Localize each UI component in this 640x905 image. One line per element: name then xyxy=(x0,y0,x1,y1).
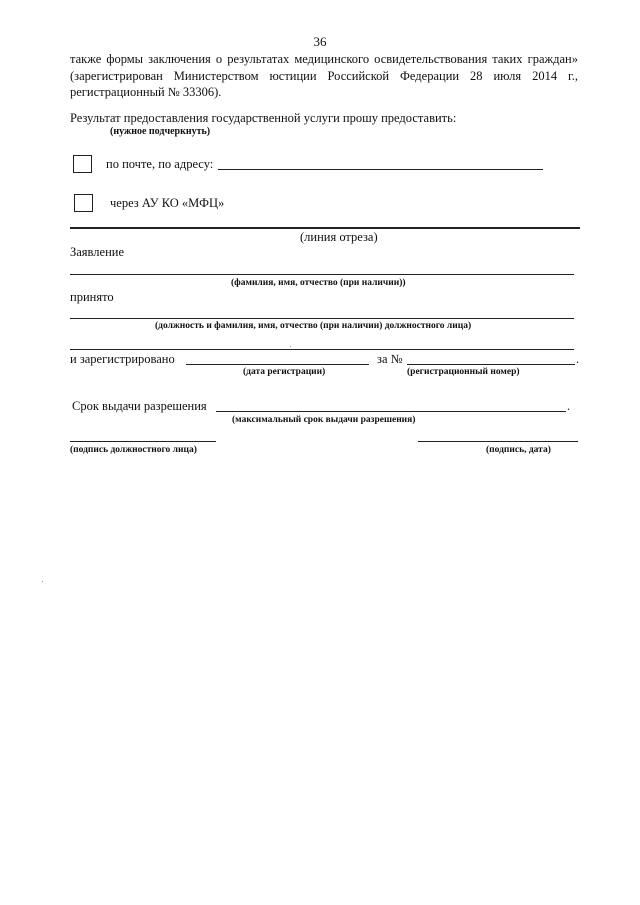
registration-end-dot: . xyxy=(576,352,580,366)
scan-dot xyxy=(290,346,291,347)
official-name-line[interactable] xyxy=(70,318,574,319)
by-post-checkbox[interactable] xyxy=(73,155,92,173)
registration-date-caption: (дата регистрации) xyxy=(243,367,326,377)
underline-hint: (нужное подчеркнуть) xyxy=(110,126,211,137)
applicant-name-caption: (фамилия, имя, отчество (при наличии)) xyxy=(231,278,406,288)
signature-date-caption: (подпись, дата) xyxy=(486,445,551,455)
statement-title: Заявление xyxy=(70,245,125,259)
signature-date-line[interactable] xyxy=(418,441,578,442)
issue-term-line[interactable] xyxy=(216,411,566,412)
official-signature-caption: (подпись должностного лица) xyxy=(70,445,197,455)
separator-line xyxy=(70,349,574,350)
via-mfc-checkbox[interactable] xyxy=(74,194,93,212)
accepted-label: принято xyxy=(70,290,114,304)
official-signature-line[interactable] xyxy=(70,441,216,442)
via-mfc-label: через АУ КО «МФЦ» xyxy=(110,196,225,210)
result-heading: Результат предоставления государственной услуги прошу предоставить: xyxy=(70,111,457,125)
issue-term-end-dot: . xyxy=(567,399,571,413)
issue-term-label: Срок выдачи разрешения xyxy=(72,399,207,413)
cut-line xyxy=(70,227,580,229)
issue-term-caption: (максимальный срок выдачи разрешения) xyxy=(232,415,416,425)
scan-mark xyxy=(42,581,43,582)
registered-label: и зарегистрировано xyxy=(70,352,175,366)
applicant-name-line[interactable] xyxy=(70,274,574,275)
official-name-caption: (должность и фамилия, имя, отчество (при наличии) должностного лица) xyxy=(155,321,472,331)
address-field-line[interactable] xyxy=(218,169,543,170)
registration-date-line[interactable] xyxy=(186,364,369,365)
registration-number-caption: (регистрационный номер) xyxy=(407,367,520,377)
registration-number-line[interactable] xyxy=(407,364,575,365)
intro-paragraph: также формы заключения о результатах медицинского освидетельствования таких граждан» (зарегистрирован Министерством юстиции Российской Федерации 28 июля 2014 г., регистрационный № 33306). xyxy=(70,52,578,99)
number-label: за № xyxy=(377,352,403,366)
cut-line-label: (линия отреза) xyxy=(300,230,378,244)
by-post-label: по почте, по адресу: xyxy=(106,157,214,171)
page-number: 36 xyxy=(313,34,327,49)
